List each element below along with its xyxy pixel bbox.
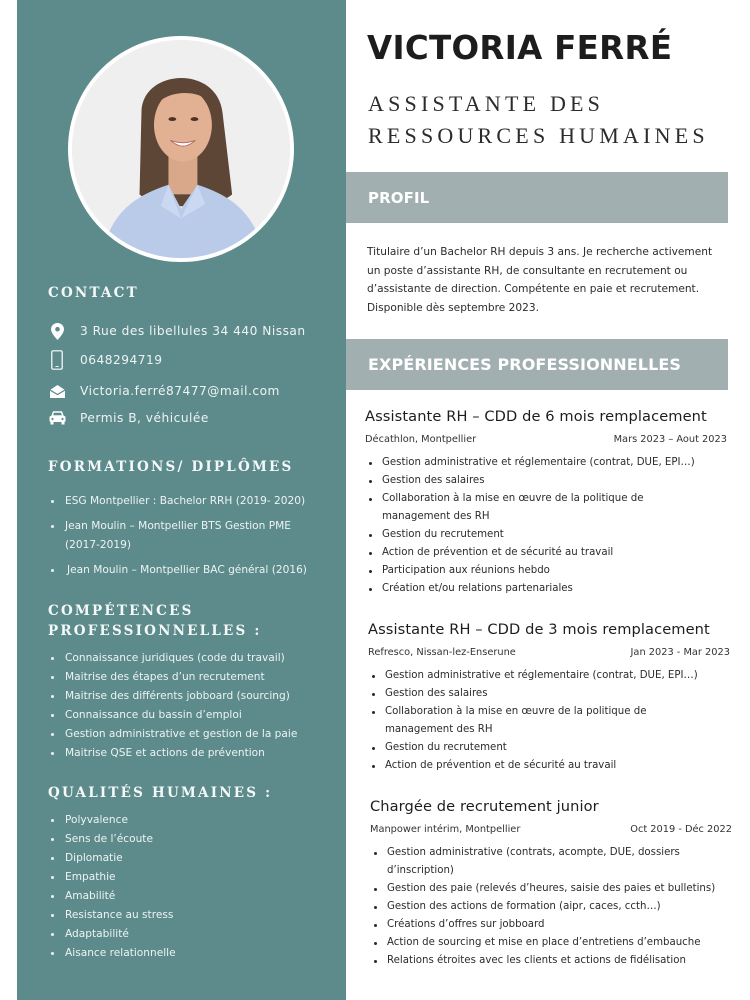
job-dates: Jan 2023 - Mar 2023 (630, 647, 730, 658)
job-task: Action de prévention et de sécurité au travail (365, 544, 727, 562)
job-task: Relations étroites avec les clients et actions de fidélisation (370, 952, 732, 970)
job-task: Gestion du recrutement (365, 526, 727, 544)
job-meta (368, 646, 730, 659)
job-task: Collaboration à la mise en œuvre de la politique de management des RH (368, 703, 713, 739)
job-dates: Mars 2023 – Aout 2023 (613, 434, 727, 445)
job-task: Action de sourcing et mise en place d’entretiens d’embauche (370, 934, 732, 952)
profile-heading: PROFIL (368, 188, 430, 207)
education-item: ESG Montpellier : Bachelor RRH (2019- 2020) (48, 492, 338, 511)
profile-photo (68, 36, 294, 262)
job-tasks (370, 844, 732, 970)
education-item: Jean Moulin – Montpellier BTS Gestion PME (2017-2019) (48, 517, 313, 555)
map-pin-icon (48, 322, 66, 340)
profile-text: Titulaire d’un Bachelor RH depuis 3 ans. Je recherche activement un poste d’assistante RH, de consultante en recrutement ou d’assistante de direction. Compétente en paie et recrutement. Disponible dès septembre 2023. (367, 246, 713, 314)
experience-entry (368, 620, 730, 775)
experience-entry (365, 407, 727, 598)
contact-email-text[interactable]: Victoria.ferré87477@mail.com (80, 384, 280, 398)
job-title: Chargée de recrutement junior (370, 798, 599, 815)
quality-item: Resistance au stress (48, 906, 338, 925)
job-company: Refresco, Nissan-lez-Enserune (368, 647, 516, 658)
car-icon (48, 409, 66, 427)
candidate-title-line2: RESSOURCES HUMAINES (368, 123, 709, 148)
portrait-image (72, 40, 290, 258)
job-task: Gestion des salaires (365, 472, 727, 490)
job-task: Participation aux réunions hebdo (365, 562, 727, 580)
job-meta (365, 433, 727, 446)
quality-item: Sens de l’écoute (48, 830, 338, 849)
job-task: Gestion administrative (contrats, acompte, DUE, dossiers d’inscription) (370, 844, 700, 880)
job-task: Gestion administrative et réglementaire (contrat, DUE, EPI…) (365, 454, 727, 472)
job-meta (370, 823, 732, 836)
skill-item: Maitrise des étapes d’un recrutement (48, 668, 338, 687)
job-task: Gestion des actions de formation (aipr, caces, ccth…) (370, 898, 732, 916)
education-heading: FORMATIONS/ DIPLÔMES (48, 459, 294, 475)
qualities-heading: QUALITÉS HUMAINES : (48, 785, 273, 801)
job-dates: Oct 2019 - Déc 2022 (630, 824, 732, 835)
contact-heading: CONTACT (48, 285, 139, 301)
experience-section-bar (346, 339, 728, 390)
job-task: Gestion du recrutement (368, 739, 730, 757)
skill-item: Connaissance juridiques (code du travail) (48, 649, 338, 668)
contact-address-text: 3 Rue des libellules 34 440 Nissan (80, 324, 306, 338)
job-task: Collaboration à la mise en œuvre de la politique de management des RH (365, 490, 710, 526)
job-task: Création et/ou relations partenariales (365, 580, 727, 598)
candidate-title-line1: ASSISTANTE DES (368, 91, 605, 116)
contact-email (48, 381, 280, 401)
job-title: Assistante RH – CDD de 3 mois remplacement (368, 621, 710, 638)
experience-entry (370, 797, 732, 970)
profile-section-bar (346, 172, 728, 223)
phone-icon (48, 351, 66, 369)
quality-item: Aisance relationnelle (48, 944, 338, 963)
candidate-title (368, 88, 738, 152)
envelope-icon (48, 382, 66, 400)
job-tasks (365, 454, 727, 598)
quality-item: Empathie (48, 868, 338, 887)
job-tasks (368, 667, 730, 775)
contact-license-text: Permis B, véhiculée (80, 411, 209, 425)
contact-phone-text[interactable]: 0648294719 (80, 353, 163, 367)
quality-item: Adaptabilité (48, 925, 338, 944)
job-task: Gestion des paie (relevés d’heures, saisie des paies et bulletins) (370, 880, 732, 898)
skills-heading (48, 601, 262, 641)
candidate-name: VICTORIA FERRÉ (367, 29, 673, 67)
skills-heading-line2: PROFESSIONNELLES : (48, 623, 262, 639)
education-item: Jean Moulin – Montpellier BAC général (2016) (48, 561, 338, 580)
job-task: Créations d’offres sur jobboard (370, 916, 732, 934)
skills-heading-line1: COMPÉTENCES (48, 603, 194, 619)
job-task: Action de prévention et de sécurité au travail (368, 757, 730, 775)
quality-item: Polyvalence (48, 811, 338, 830)
skill-item: Maitrise des différents jobboard (sourcing) (48, 687, 338, 706)
job-title: Assistante RH – CDD de 6 mois remplacement (365, 408, 707, 425)
education-list (48, 492, 338, 580)
skill-item: Connaissance du bassin d’emploi (48, 706, 338, 725)
skill-item: Maitrise QSE et actions de prévention (48, 744, 338, 763)
experience-heading: EXPÉRIENCES PROFESSIONNELLES (368, 355, 682, 374)
qualities-list (48, 811, 338, 963)
skill-item: Gestion administrative et gestion de la paie (48, 725, 338, 744)
job-task: Gestion des salaires (368, 685, 730, 703)
quality-item: Amabilité (48, 887, 338, 906)
job-company: Manpower intérim, Montpellier (370, 824, 521, 835)
quality-item: Diplomatie (48, 849, 338, 868)
contact-address (48, 321, 306, 341)
sidebar (17, 0, 346, 1000)
skills-list (48, 649, 338, 763)
contact-phone (48, 350, 163, 370)
job-task: Gestion administrative et réglementaire (contrat, DUE, EPI…) (368, 667, 730, 685)
job-company: Décathlon, Montpellier (365, 434, 477, 445)
contact-license (48, 408, 209, 428)
